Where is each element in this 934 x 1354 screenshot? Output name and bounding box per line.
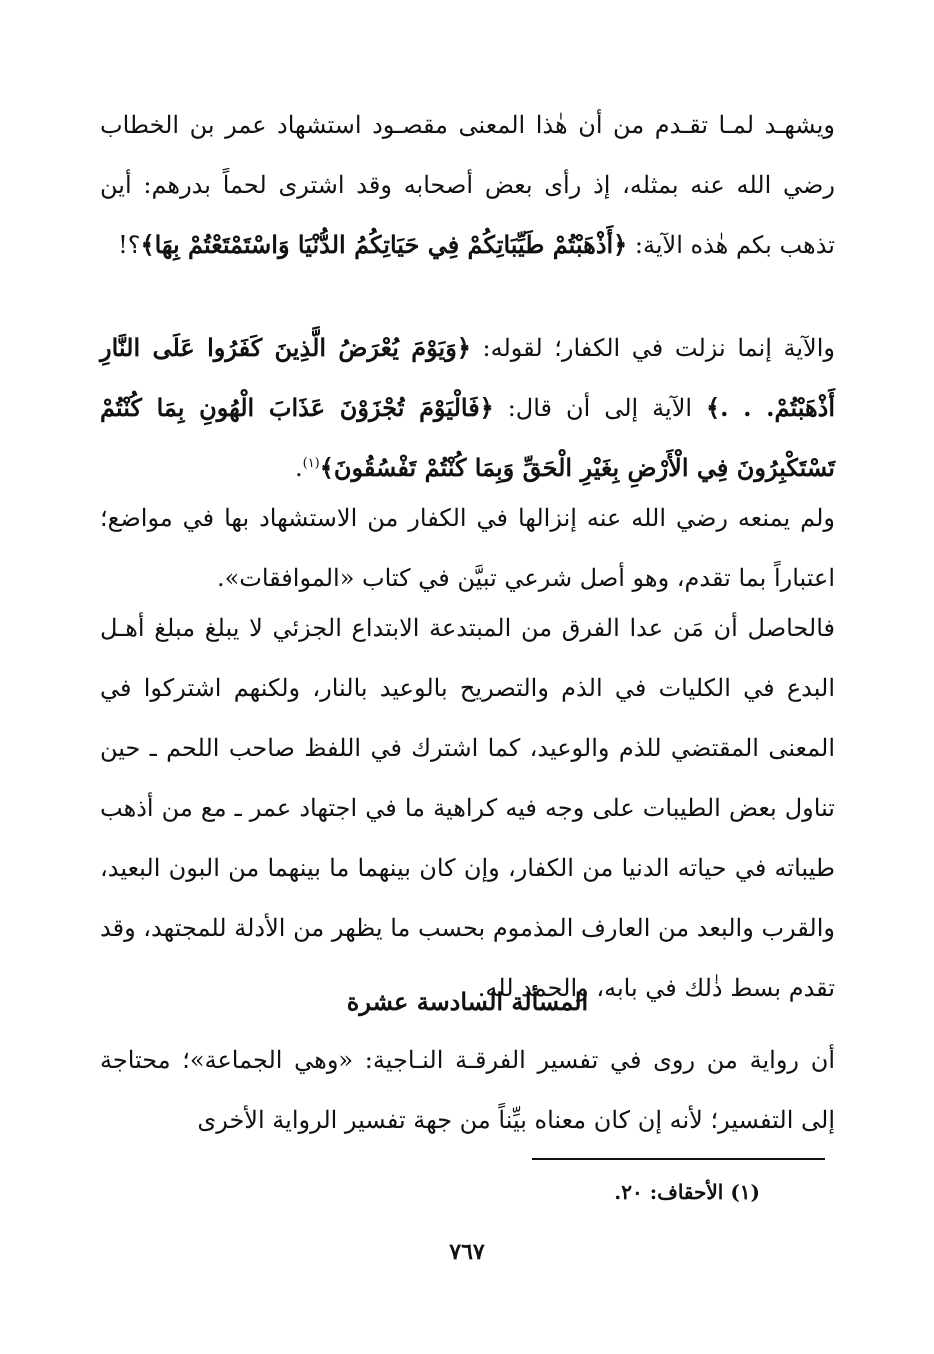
paragraph-body: الآية إلى أن قال: [493,394,707,422]
paragraph-text: ولم يمنعه رضي الله عنه إنزالها في الكفار من الاستشهاد بها في مواضع؛ اعتباراً بما تقدم، وهو أصل شرعي تبيَّن في كتاب «الموافقات». [100,504,835,592]
paragraph-text: فالحاصل أن مَن عدا الفرق من المبتدعة الابتداع الجزئي لا يبلغ مبلغ أهـل البدع في الكليات في الذم والتصريح بالوعيد بالنار، ولكنهم اشتركوا في المعنى المقتضي للذم والوعيد، كما اشترك في اللفظ صاحب اللحم ـ حين تناول بعض الطيبات على وجه فيه كراهية ما في اجتهاد عمر ـ مع من أذهب طيباته في حياته الدنيا من الكفار، وإن كان بينهما ما بينهما من البون البعيد، والقرب والبعد من العارف المذموم بحسب ما يظهر من الأدلة للمجتهد، وقد تقدم بسط ذٰلك في بابه، والحمد لله. [100,614,835,1002]
quran-verse-part-1: ﴿وَيَوْمَ يُعْرَضُ الَّذِينَ كَفَرُوا عَلَى النَّارِ أَذْهَبْتُمْ. . .﴾ [100,333,836,422]
paragraph-text [100,95,835,275]
paragraph-end: . [294,454,303,482]
paragraph-text [100,318,835,498]
section-heading: المسألة السادسة عشرة [346,987,589,1016]
paragraph-text: أن رواية من روى في تفسير الفرقـة النـاجية: «وهي الجماعة»؛ محتاجة إلى التفسير؛ لأنه إن كان معناه بيِّناً من جهة تفسير الرواية الأخرى [100,1046,835,1134]
footnote: (١) الأحقاف: ٢٠. [614,1180,760,1204]
paragraph-jamaah [100,1030,835,1150]
footnote-reference: (١) [302,456,320,471]
footnote-divider [532,1158,825,1160]
paragraph-umar-report [100,95,835,275]
paragraph-verse-context [100,318,835,498]
paragraph-muwafaqat [100,488,835,608]
paragraph-body: ويشهـد لمـا تقـدم من أن هٰذا المعنى مقصـود استشهاد عمر بن الخطاب رضي الله عنه بمثله، إذ رأى بعض أصحابه وقد اشترى لحماً بدرهم: أين تذهب بكم هٰذه الآية: [100,111,835,259]
paragraph-conclusion [100,598,835,1018]
paragraph-body: والآية إنما نزلت في الكفار؛ لقوله: [470,334,836,362]
page-number: ٧٦٧ [449,1239,485,1265]
quran-verse-part-2: ﴿فَالْيَوْمَ تُجْزَوْنَ عَذَابَ الْهُونِ بِمَا كُنْتُمْ تَسْتَكْبِرُونَ فِي الْأَرْضِ بِغَيْرِ الْحَقِّ وَبِمَا كُنْتُمْ تَفْسُقُونَ﴾ [100,393,835,482]
quran-verse-ahqaf-20: ﴿أَذْهَبْتُمْ طَيِّبَاتِكُمْ فِي حَيَاتِكُمُ الدُّنْيَا وَاسْتَمْتَعْتُمْ بِهَا﴾ [140,230,628,259]
paragraph-end: ؟! [118,231,141,259]
